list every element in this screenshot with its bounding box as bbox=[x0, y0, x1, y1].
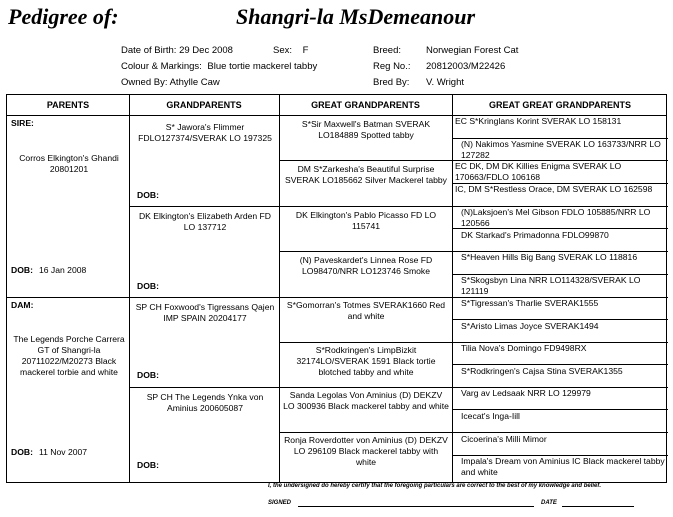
row-divider bbox=[279, 387, 452, 388]
grandparent-1-dob bbox=[137, 190, 159, 200]
great-grandparent-7: Sanda Legolas Von Aminius (D) DEKZV LO 300936 Black mackerel tabby and white bbox=[283, 390, 449, 411]
great-great-grandparent-14: Icecat's Inga-Iill bbox=[461, 411, 520, 421]
dob-label: Date of Birth: bbox=[121, 45, 177, 56]
sire-dob bbox=[11, 265, 86, 275]
great-great-grandparent-11: Tilia Nova's Domingo FD9498RX bbox=[461, 343, 587, 353]
pedigree-table bbox=[6, 94, 667, 483]
row-divider bbox=[279, 251, 452, 252]
great-grandparent-6: S*Rodkringen's LimpBizkit 32174LO/SVERAK 1591 Black tortie blotched tabby and white bbox=[296, 345, 436, 377]
sex-row bbox=[273, 45, 308, 56]
sire-dob-value: 16 Jan 2008 bbox=[38, 265, 87, 275]
reg-value: 20812003/M22426 bbox=[426, 61, 506, 72]
row-divider bbox=[452, 319, 668, 320]
great-great-grandparent-16: Impala's Dream von Aminius IC Black mackerel tabby and white bbox=[461, 456, 665, 477]
row-divider bbox=[129, 206, 279, 207]
owner-label: Owned By: bbox=[121, 77, 168, 88]
great-great-grandparent-9: S*Tigressan's Tharlie SVERAK1555 bbox=[461, 298, 599, 308]
grandparent-3-dob-label: DOB: bbox=[137, 370, 159, 380]
great-grandparent-1: S*Sir Maxwell's Batman SVERAK LO184889 Spotted tabby bbox=[301, 119, 431, 140]
grandparent-1-dob-label: DOB: bbox=[137, 190, 159, 200]
row-divider bbox=[452, 364, 668, 365]
breed-label: Breed: bbox=[373, 45, 401, 56]
great-great-grandparent-4: IC, DM S*Restless Orace, DM SVERAK LO 162598 bbox=[455, 184, 653, 194]
grandparent-4-dob bbox=[137, 460, 159, 470]
colour-row bbox=[121, 61, 317, 72]
row-divider bbox=[129, 387, 279, 388]
great-great-grandparent-12: S*Rodkringen's Cajsa Stina SVERAK1355 bbox=[461, 366, 623, 376]
pedigree-label: Pedigree of: bbox=[8, 4, 119, 29]
date-label: DATE bbox=[541, 500, 557, 506]
grandparent-2-dob-label: DOB: bbox=[137, 281, 159, 291]
sire-dob-label: DOB: bbox=[11, 265, 33, 275]
grandparent-2-dob bbox=[137, 281, 159, 291]
dam-dob bbox=[11, 447, 87, 457]
sex-value: F bbox=[302, 45, 309, 56]
col-header-grandparents: GRANDPARENTS bbox=[166, 100, 242, 110]
row-divider bbox=[279, 297, 452, 298]
sex-label: Sex: bbox=[273, 45, 293, 56]
grandparent-1-name: S* Jawora's Flimmer FDLO127374/SVERAK LO 197325 bbox=[138, 122, 272, 143]
grandparent-2-name: DK Elkington's Elizabeth Arden FD LO 137712 bbox=[138, 211, 272, 232]
row-divider bbox=[7, 297, 129, 298]
row-divider bbox=[279, 432, 452, 433]
row-divider bbox=[452, 228, 668, 229]
owner-value: Athylle Caw bbox=[169, 77, 220, 88]
bredby-label: Bred By: bbox=[373, 77, 410, 88]
row-divider bbox=[279, 206, 452, 207]
breed-value: Norwegian Forest Cat bbox=[426, 45, 519, 56]
certify-text: I, the undersigned do hereby certify that the foregoing particulars are correct to the best of my knowledge and belief. bbox=[268, 483, 602, 489]
dam-dob-value: 11 Nov 2007 bbox=[38, 447, 88, 457]
dam-label: DAM: bbox=[11, 300, 34, 310]
grandparent-4-name: SP CH The Legends Ynka von Aminius 200605087 bbox=[146, 392, 264, 413]
sire-label: SIRE: bbox=[11, 118, 34, 128]
sire-name: Corros Elkington's Ghandi 20801201 bbox=[19, 153, 119, 174]
dam-dob-label: DOB: bbox=[11, 447, 33, 457]
dob-value: 29 Dec 2008 bbox=[179, 45, 233, 56]
great-great-grandparent-3: EC DK, DM DK Killies Enigma SVERAK LO 170663/FDLO 106168 bbox=[455, 161, 622, 182]
bredby-value: V. Wright bbox=[426, 77, 465, 88]
col-divider bbox=[279, 95, 280, 482]
great-grandparent-8: Ronja Roverdotter von Aminius (D) DEKZV LO 296109 Black mackerel tabby with white bbox=[284, 435, 448, 467]
great-great-grandparent-10: S*Aristo Limas Joyce SVERAK1494 bbox=[461, 321, 599, 331]
col-header-great-grandparents: GREAT GRANDPARENTS bbox=[311, 100, 420, 110]
great-great-grandparent-5: (N)Laksjoen's Mel Gibson FDLO 105885/NRR LO 120566 bbox=[461, 207, 651, 228]
dob-row bbox=[121, 45, 233, 56]
great-great-grandparent-1: EC S*Kringlans Korint SVERAK LO 158131 bbox=[455, 116, 622, 126]
row-divider bbox=[452, 409, 668, 410]
great-great-grandparent-6: DK Starkad's Primadonna FDLO99870 bbox=[461, 230, 609, 240]
great-grandparent-2: DM S*Zarkesha's Beautiful Surprise SVERAK LO185662 Silver Mackerel tabby bbox=[285, 164, 447, 185]
great-grandparent-5: S*Gomorran's Totmes SVERAK1660 Red and white bbox=[286, 300, 446, 321]
row-divider bbox=[279, 160, 452, 161]
colour-value: Blue tortie mackerel tabby bbox=[207, 61, 318, 72]
grandparent-3-dob bbox=[137, 370, 159, 380]
col-header-great-great-grandparents: GREAT GREAT GRANDPARENTS bbox=[488, 100, 631, 110]
reg-label: Reg No.: bbox=[373, 61, 411, 72]
col-header-parents: PARENTS bbox=[46, 100, 90, 110]
row-divider bbox=[129, 297, 279, 298]
date-line bbox=[562, 506, 634, 507]
great-great-grandparent-7: S*Heaven Hills Big Bang SVERAK LO 118816 bbox=[461, 252, 638, 262]
owner-row bbox=[121, 77, 220, 88]
great-grandparent-3: DK Elkington's Pablo Picasso FD LO 115741 bbox=[295, 210, 437, 231]
cat-name: Shangri-la MsDemeanour bbox=[236, 4, 476, 29]
great-great-grandparent-8: S*Skogsbyn Lina NRR LO114328/SVERAK LO 121119 bbox=[461, 275, 641, 296]
row-divider bbox=[452, 432, 668, 433]
colour-label: Colour & Markings: bbox=[121, 61, 202, 72]
great-great-grandparent-15: Cicoerina's Milli Mimor bbox=[461, 434, 547, 444]
signature-line bbox=[298, 506, 534, 507]
dam-name: The Legends Porche Carrera GT of Shangri-la 20711022/M20273 Black mackerel torbie and white bbox=[13, 334, 125, 377]
grandparent-3-name: SP CH Foxwood's Tigressans Qajen IMP SPAIN 20204177 bbox=[135, 302, 275, 323]
great-great-grandparent-2: (N) Nakimos Yasmine SVERAK LO 163733/NRR LO 127282 bbox=[461, 139, 661, 160]
grandparent-4-dob-label: DOB: bbox=[137, 460, 159, 470]
col-divider bbox=[129, 95, 130, 482]
great-grandparent-4: (N) Paveskardet's Linnea Rose FD LO98470/NRR LO123746 Smoke bbox=[299, 255, 433, 276]
great-great-grandparent-13: Varg av Ledsaak NRR LO 129979 bbox=[461, 388, 591, 398]
signed-label: SIGNED bbox=[268, 500, 292, 506]
col-divider bbox=[452, 95, 453, 482]
row-divider bbox=[279, 342, 452, 343]
